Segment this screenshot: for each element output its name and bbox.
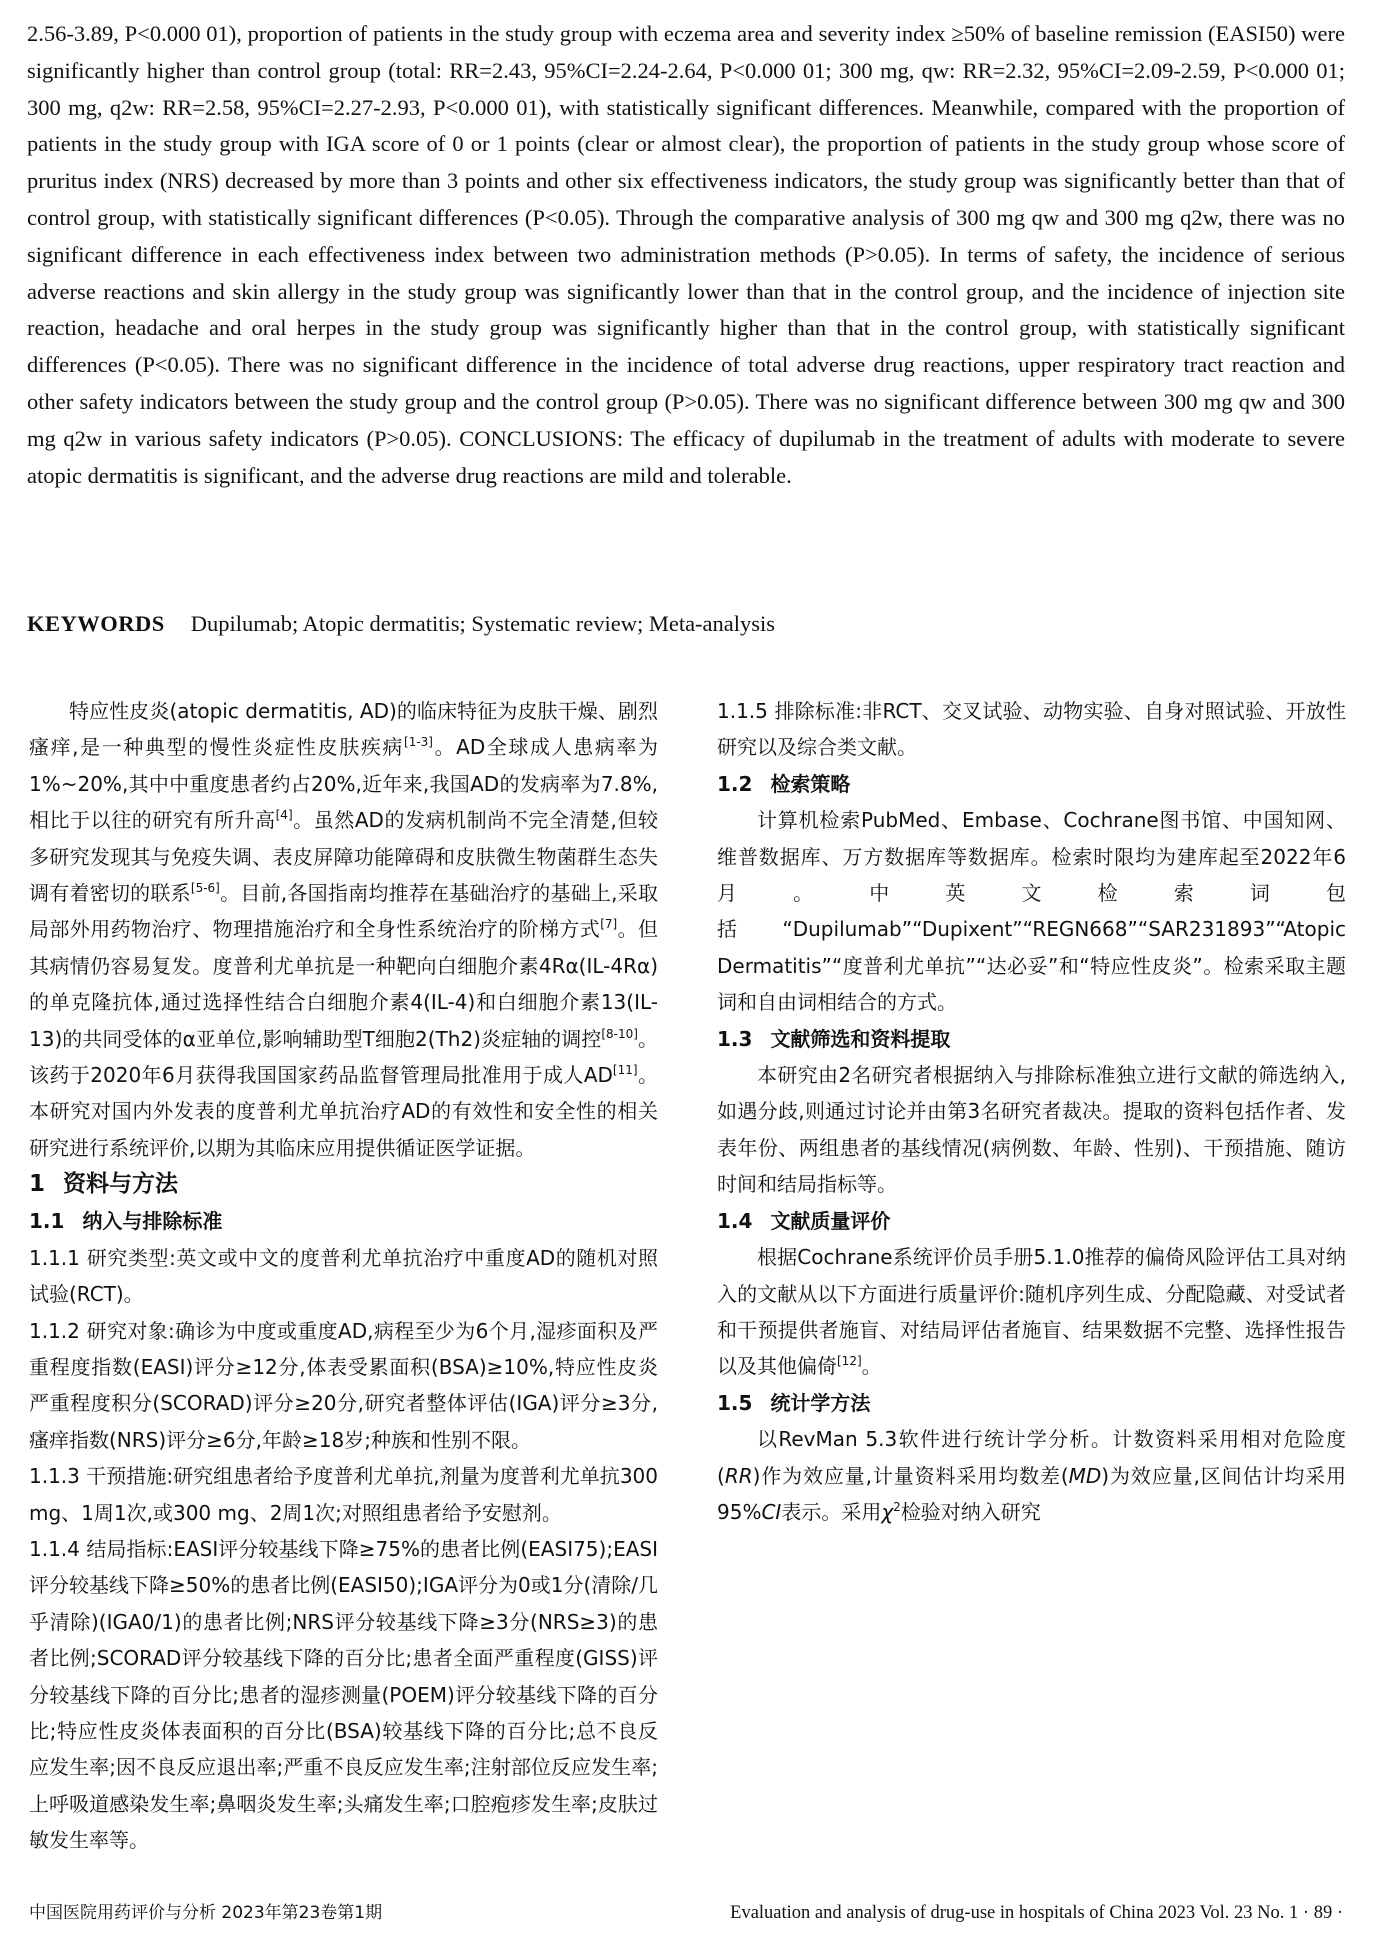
page-footer [29, 1898, 1349, 1928]
item-1-1-1: 1.1.1 研究类型:英文或中文的度普利尤单抗治疗中重度AD的随机对照试验(RCT)。 [29, 1245, 658, 1307]
subsection-heading-1-1 [29, 1203, 658, 1239]
intro-text-7: 。本研究对国内外发表的度普利尤单抗治疗AD的有效性和安全性的相关研究进行系统评价,以期为其临床应用提供循证医学证据。 [29, 1063, 658, 1160]
citation-ref: [12] [837, 1354, 862, 1369]
body-column-right [717, 693, 1346, 1530]
stats-text: 以RevMan 5.3软件进行统计学分析。计数资料采用相对危险度( [717, 1427, 1346, 1488]
subsection-title: 文献质量评价 [770, 1208, 891, 1233]
intro-text-3: 。虽然AD的发病机制尚不完全清楚,但较多研究发现其与免疫失调、表皮屏障功能障碍和皮肤微生物菌群生态失调有着密切的联系 [29, 808, 658, 906]
citation-ref: [4] [275, 808, 293, 823]
citation-ref: [8-10] [601, 1026, 638, 1041]
subsection-number: 1.4 [717, 1208, 753, 1233]
item-1-1-5: 1.1.5 排除标准:非RCT、交叉试验、动物实验、自身对照试验、开放性研究以及综合类文献。 [717, 699, 1346, 760]
section-title: 资料与方法 [63, 1171, 179, 1198]
introduction-paragraph [29, 693, 658, 1166]
item-1-1-2: 1.1.2 研究对象:确诊为中度或重度AD,病程至少为6个月,湿疹面积及严重程度指数(EASI)评分≥12分,体表受累面积(BSA)≥10%,特应性皮炎严重程度积分(SCORAD)评分≥20分,研究者整体评估(IGA)评分≥3分,瘙痒指数(NRS)评分≥6分,年龄≥18岁;种族和性别不限。 [29, 1318, 658, 1452]
stats-text: )作为效应量,计量资料采用均数差( [752, 1463, 1069, 1488]
search-strategy-paragraph: 计算机检索PubMed、Embase、Cochrane图书馆、中国知网、维普数据库、万方数据库等数据库。检索时限均为建库起至2022年6月。中英文检索词包括“Dupilumab”“Dupixent”“REGN668”“SAR231893”“Atopic Dermatitis”“度普利尤单抗”“达必妥”和“特应性皮炎”。检索采取主题词和自由词相结合的方式。 [717, 808, 1346, 1015]
subsection-title: 纳入与排除标准 [82, 1209, 223, 1234]
intro-text-6: 。该药于2020年6月获得我国国家药品监督管理局批准用于成人AD [29, 1026, 658, 1088]
subsection-number: 1.3 [717, 1026, 753, 1051]
stats-text: 检验对纳入研究 [900, 1499, 1041, 1524]
item-1-1-3: 1.1.3 干预措施:研究组患者给予度普利尤单抗,剂量为度普利尤单抗300 mg、1周1次,或300 mg、2周1次;对照组患者给予安慰剂。 [29, 1464, 658, 1525]
intro-text-2: 。AD全球成人患病率为1%~20%,其中中重度患者约占20%,近年来,我国AD的发病率为7.8%,相比于以往的研究有所升高 [29, 735, 658, 833]
stats-text: 表示。采用 [781, 1499, 882, 1524]
subsection-number: 1.1 [29, 1209, 65, 1234]
keywords-line [27, 606, 1345, 642]
quality-assessment-paragraph [717, 1239, 1346, 1385]
stats-md: MD [1068, 1463, 1102, 1488]
english-abstract [27, 16, 1345, 494]
intro-text-5: 。但其病情仍容易复发。度普利尤单抗是一种靶向白细胞介素4Rα(IL-4Rα)的单克隆抗体,通过选择性结合白细胞介素4(IL-4)和白细胞介素13(IL-13)的共同受体的α亚单位,影响辅助型T细胞2(Th2)炎症轴的调控 [29, 917, 659, 1051]
stats-text: )为效应量,区间估计均采用95% [717, 1463, 1346, 1524]
citation-ref: [1-3] [404, 735, 433, 750]
citation-ref: [7] [600, 917, 618, 932]
subsection-number: 1.5 [717, 1390, 753, 1415]
section-heading-1 [29, 1166, 658, 1203]
subsection-title: 文献筛选和资料提取 [770, 1026, 951, 1051]
journal-name-cn: 中国医院用药评价与分析 2023年第23卷第1期 [29, 1903, 383, 1923]
keywords-label: KEYWORDS [27, 611, 165, 636]
section-number: 1 [29, 1171, 46, 1198]
abstract-paragraph: 2.56-3.89, P<0.000 01), proportion of patients in the study group with eczema area and severity index ≥50% of baseline remission (EASI50) were significantly higher than control group (total: RR=2.43, 95%CI=2.24-2.64, P<0.000 01; 300 mg, qw: RR=2.32, 95%CI=2.09-2.59, P<0.000 01; 300 mg, q2w: RR=2.58, 95%CI=2.27-2.93, P<0.000 01), with statistically significant differences. Meanwhile, compared with the proportion of patients in the study group with IGA score of 0 or 1 points (clear or almost clear), the proportion of patients in the study group whose score of pruritus index (NRS) decreased by more than 3 points and other six effectiveness indicators, the study group was significantly better than that of control group, with statistically significant differences (P<0.05). Through the comparative analysis of 300 mg qw and 300 mg q2w, there was no significant difference in each effectiveness index between two administration methods (P>0.05). In terms of safety, the incidence of serious adverse reactions and skin allergy in the study group was significantly lower than that in the control group, and the incidence of injection site reaction, headache and oral herpes in the study group was significantly higher than that in the control group, with statistically significant differences (P<0.05). There was no significant difference in the incidence of total adverse drug reactions, upper respiratory tract reaction and other safety indicators between the study group and the control group (P>0.05). There was no significant difference between 300 mg qw and 300 mg q2w in various safety indicators (P>0.05). CONCLUSIONS: The efficacy of dupilumab in the treatment of adults with moderate to severe atopic dermatitis is significant, and the adverse drug reactions are mild and tolerable. [27, 21, 1345, 488]
subsection-heading-1-2 [717, 766, 1346, 802]
quality-text-end: 。 [861, 1354, 882, 1379]
intro-text-1: 特应性皮炎(atopic dermatitis, AD)的临床特征为皮肤干燥、剧烈瘙痒,是一种典型的慢性炎症性皮肤疾病 [29, 699, 658, 760]
screening-paragraph: 本研究由2名研究者根据纳入与排除标准独立进行文献的筛选纳入,如遇分歧,则通过讨论并由第3名研究者裁决。提取的资料包括作者、发表年份、两组患者的基线情况(病例数、年龄、性别)、干预措施、随访时间和结局指标等。 [717, 1063, 1346, 1197]
item-1-1-4: 1.1.4 结局指标:EASI评分较基线下降≥75%的患者比例(EASI75);EASI评分较基线下降≥50%的患者比例(EASI50);IGA评分为0或1分(清除/几乎清除)(IGA0/1)的患者比例;NRS评分较基线下降≥3分(NRS≥3)的患者比例;SCORAD评分较基线下降的百分比;患者全面严重程度(GISS)评分较基线下降的百分比;患者的湿疹测量(POEM)评分较基线下降的百分比;特应性皮炎体表面积的百分比(BSA)较基线下降的百分比;总不良反应发生率;因不良反应退出率;严重不良反应发生率;注射部位反应发生率;上呼吸道感染发生率;鼻咽炎发生率;头痛发生率;口腔疱疹发生率;皮肤过敏发生率等。 [29, 1536, 658, 1853]
keywords-text: Dupilumab; Atopic dermatitis; Systematic review; Meta-analysis [190, 611, 776, 636]
quality-text: 根据Cochrane系统评价员手册5.1.0推荐的偏倚风险评估工具对纳入的文献从以下方面进行质量评价:随机序列生成、分配隐藏、对受试者和干预提供者施盲、对结局评估者施盲、结果数据不完整、选择性报告以及其他偏倚 [717, 1245, 1346, 1379]
subsection-heading-1-3 [717, 1021, 1346, 1057]
stats-superscript: 2 [893, 1499, 901, 1514]
stats-ci: CI [761, 1499, 782, 1524]
stats-chi: χ [881, 1499, 894, 1524]
body-column-left [29, 693, 658, 1859]
stats-rr: RR [724, 1463, 753, 1488]
subsection-heading-1-4 [717, 1203, 1346, 1239]
subsection-title: 统计学方法 [770, 1390, 871, 1415]
citation-ref: [5-6] [190, 881, 220, 896]
statistics-paragraph [717, 1421, 1346, 1530]
citation-ref: [11] [612, 1063, 638, 1078]
subsection-title: 检索策略 [770, 771, 851, 796]
subsection-number: 1.2 [717, 771, 753, 796]
intro-text-4: 。目前,各国指南均推荐在基础治疗的基础上,采取局部外用药物治疗、物理措施治疗和全身性系统治疗的阶梯方式 [29, 881, 658, 942]
subsection-heading-1-5 [717, 1385, 1346, 1421]
journal-name-en: Evaluation and analysis of drug-use in hospitals of China 2023 Vol. 23 No. 1 · 89 · [730, 1903, 1343, 1923]
